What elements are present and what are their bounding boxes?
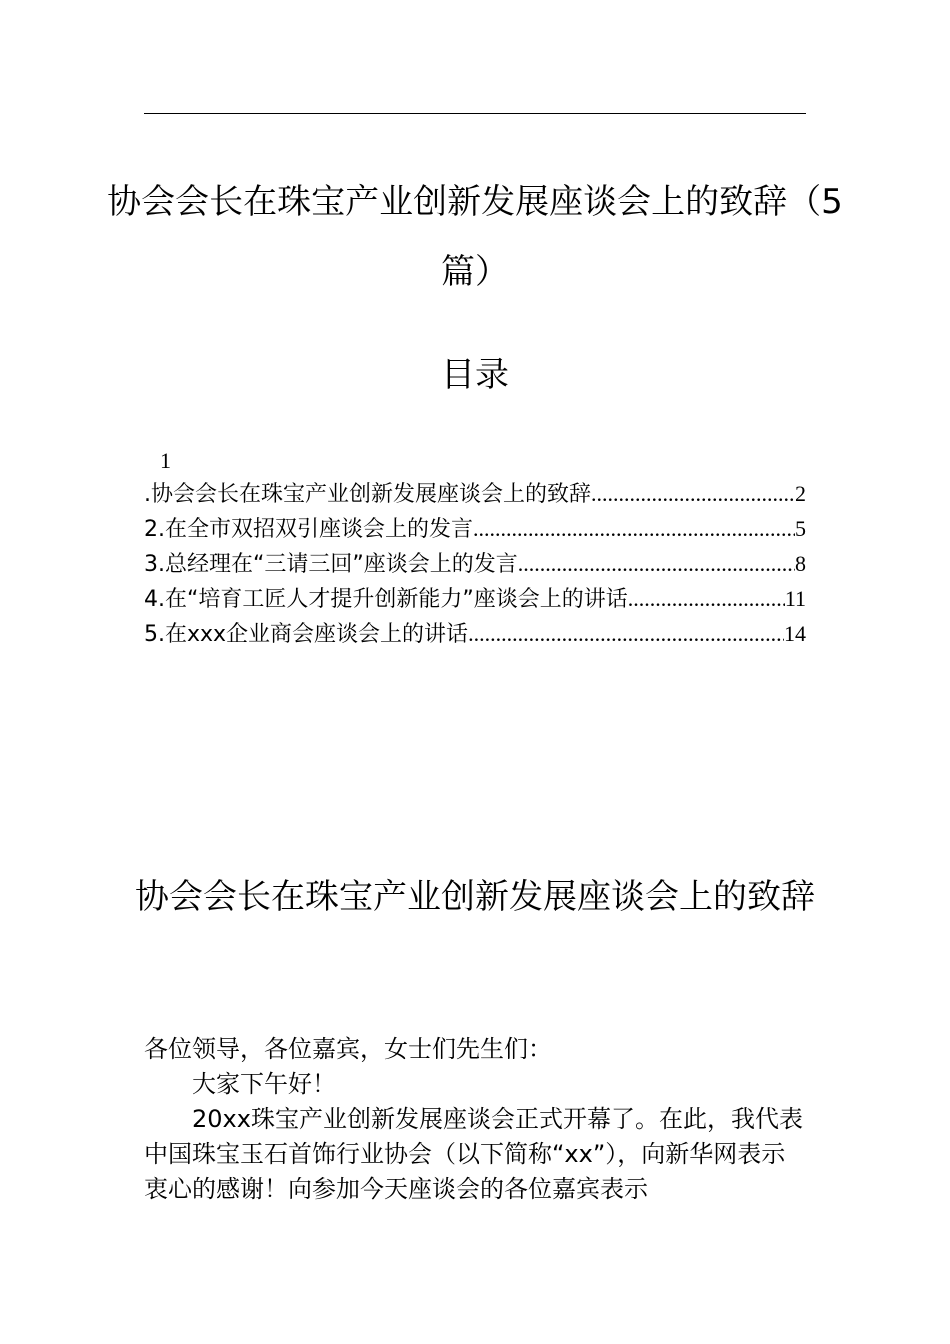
toc-first-number: 1 <box>160 448 171 473</box>
toc-page-number: 11 <box>784 586 806 611</box>
document-title: 协会会长在珠宝产业创新发展座谈会上的致辞（5篇） <box>107 182 843 292</box>
toc-entry[interactable] <box>144 616 806 651</box>
toc-dot-leader <box>518 546 795 581</box>
toc-entry[interactable] <box>144 476 806 511</box>
toc-entry[interactable] <box>144 581 806 616</box>
toc-entry[interactable] <box>144 511 806 546</box>
toc-page-number: 14 <box>784 621 806 646</box>
header-rule <box>144 113 806 114</box>
toc-entry-title: .协会会长在珠宝产业创新发展座谈会上的致辞 <box>144 482 591 507</box>
toc-entry[interactable] <box>144 546 806 581</box>
section-title: 协会会长在珠宝产业创新发展座谈会上的致辞 <box>135 877 815 917</box>
salutation: 各位领导，各位嘉宾，女士们先生们： <box>144 1035 552 1063</box>
toc-entry-title: 3.总经理在“三请三回”座谈会上的发言 <box>144 552 518 577</box>
toc-page-number: 8 <box>795 551 806 576</box>
table-of-contents <box>144 446 806 651</box>
toc-dot-leader <box>473 511 795 546</box>
greeting: 大家下午好！ <box>192 1070 336 1098</box>
toc-dot-leader <box>468 616 784 651</box>
toc-page-number: 5 <box>795 516 806 541</box>
toc-entry-title: 5.在xxx企业商会座谈会上的讲话 <box>144 622 469 647</box>
toc-heading: 目录 <box>441 355 509 395</box>
toc-entry-title: 4.在“培育工匠人才提升创新能力”座谈会上的讲话 <box>144 587 628 612</box>
opening-paragraph: 20xx珠宝产业创新发展座谈会正式开幕了。在此，我代表中国珠宝玉石首饰行业协会（以下简称“xx”），向新华网表示衷心的感谢！向参加今天座谈会的各位嘉宾表示 <box>144 1105 803 1203</box>
toc-page-number: 2 <box>795 481 806 506</box>
toc-dot-leader <box>628 581 785 616</box>
toc-dot-leader <box>591 476 795 511</box>
speech-body <box>144 1032 806 1207</box>
toc-entry-title: 2.在全市双招双引座谈会上的发言 <box>144 517 473 542</box>
